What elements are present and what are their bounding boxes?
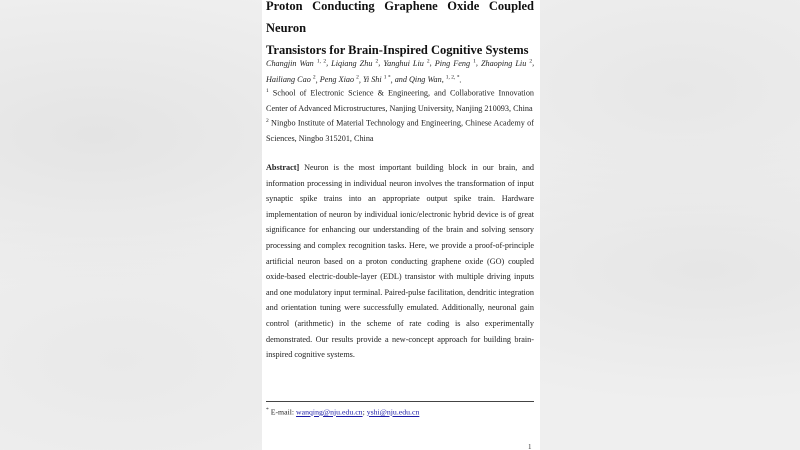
title-line-2: Transistors for Brain-Inspired Cognitive Systems <box>266 43 529 57</box>
author: Hailiang Cao $^2$ <box>266 74 316 85</box>
author: Yanghui Liu $^2$ <box>383 58 430 68</box>
footnote-divider <box>266 401 534 402</box>
author: Peng Xiao $^2$ <box>319 74 359 85</box>
email-link-1[interactable]: wanqing@nju.edu.cn <box>296 407 363 417</box>
title-line-1: Proton Conducting Graphene Oxide Coupled Neuron <box>266 0 534 35</box>
email-link-2[interactable]: yshi@nju.edu.cn <box>366 407 420 417</box>
abstract-text: Neuron is the most important building block in our brain, and information processing in individual neuron involves the transformation of input synaptic spike trains into an appropriate output spike train. Hardware implementation of neuron by individual ionic/electronic hybrid device is of great significance for enhancing our understanding of the brain and solving sensory processing and complex recognition tasks. Here, we provide a proof-of-principle artificial neuron based on a proton conducting graphene oxide (GO) coupled oxide-based electric-double-layer (EDL) transistor with multiple driving inputs and one modulatory input terminal. Paired-pulse facilitation, dendritic integration and orientation tuning were successfully emulated. Additionally, neuronal gain control (arithmetic) in the scheme of rate coding is also experimentally demonstrated. Our results provide a new-concept approach for building brain-inspired cognitive systems. <box>266 163 535 360</box>
author: Ping Feng $^1$ <box>434 58 476 68</box>
author: Zhaoping Liu $^2$ <box>480 58 533 68</box>
footnote-label: E-mail: <box>270 407 295 417</box>
author: Liqiang Zhu $^2$ <box>331 58 379 68</box>
author: Yi Shi $^{1 *}$ <box>362 74 391 85</box>
affiliation-text: School of Electronic Science & Engineering, and Collaborative Innovation Center of Advanced Microstructures, Nanjing University, Nanjing 210093, China <box>266 88 535 113</box>
affiliation-1 <box>266 84 534 116</box>
email-separator: ; <box>362 407 365 417</box>
abstract-label: Abstract] <box>266 163 300 172</box>
abstract <box>266 160 534 363</box>
page-number: 1 <box>528 443 532 450</box>
affiliation-2 <box>266 114 534 146</box>
paper-title <box>266 0 534 61</box>
author: and Qing Wan, $^{1, 2, *}$ <box>394 74 460 85</box>
affiliation-marker: 1 <box>266 88 269 94</box>
author-list: Changjin Wan $^{1, 2}$, Liqiang Zhu $^2$, Yanghui Liu $^2$, Ping Feng $^1$, Zhaoping Liu $^2$, Hailiang Cao $^2$, Peng Xiao $^2$, Yi Shi $^{1 *}$, and Qing Wan, $^{1, 2, *}$. <box>266 58 535 85</box>
affiliation-marker: 2 <box>266 118 269 124</box>
author: Changjin Wan $^{1, 2}$ <box>266 58 327 68</box>
footnote <box>266 403 534 420</box>
footnote-marker: * <box>266 407 269 413</box>
affiliation-text: Ningbo Institute of Material Technology and Engineering, Chinese Academy of Sciences, Ningbo 315201, China <box>266 118 534 143</box>
document-page <box>262 0 540 450</box>
